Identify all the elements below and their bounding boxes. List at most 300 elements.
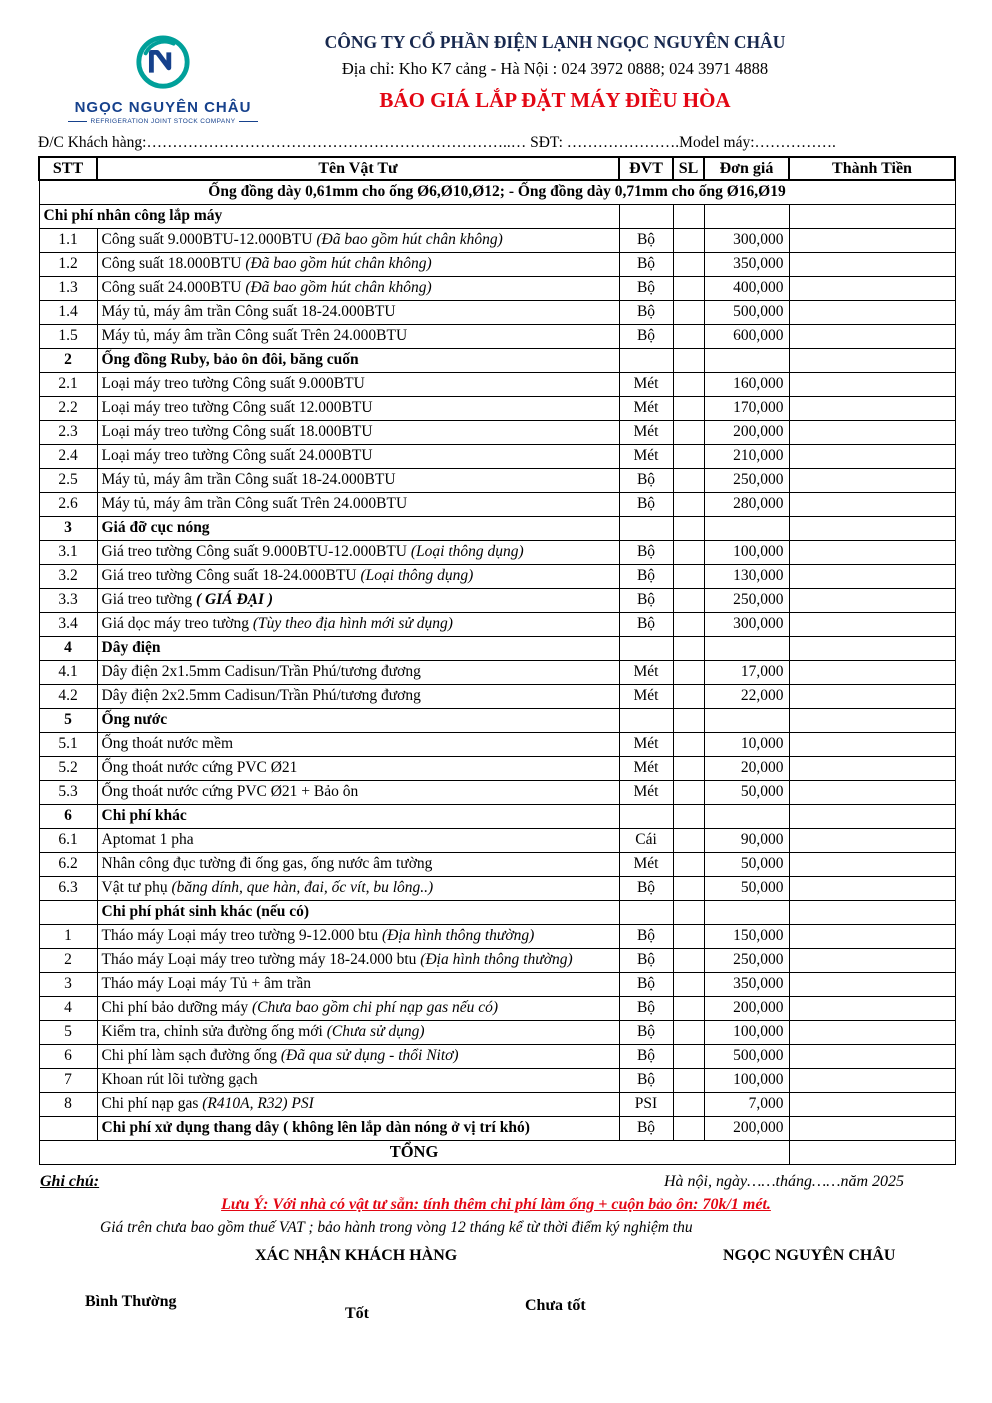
company-logo [68,34,258,125]
unit-cell: Bộ [619,468,673,492]
unit-price-cell: 50,000 [704,852,789,876]
line-total-cell [789,516,955,540]
line-total-cell [789,348,955,372]
qty-cell [673,1092,704,1116]
line-total-cell [789,468,955,492]
stt-cell: 6.2 [39,852,97,876]
item-name-text: Giá dọc máy treo tường [101,614,253,632]
item-name-text: Dây điện 2x1.5mm Cadisun/Trần Phú/tương đương [101,662,421,680]
table-row [39,948,955,972]
item-name [97,756,619,780]
table-row [39,612,955,636]
item-name-text: Tháo máy Loại máy treo tường máy 18-24.000 btu [101,950,421,968]
line-total-cell [789,540,955,564]
item-note-text: (Đã bao gồm hút chân không) [316,230,503,248]
line-total-cell [789,636,955,660]
unit-price-cell [704,348,789,372]
table-row [39,468,955,492]
signature-row [0,1247,992,1271]
item-name-text: Khoan rút lõi tường gạch [101,1070,258,1088]
document-header [0,0,992,128]
unit-price-cell: 17,000 [704,660,789,684]
table-row [39,372,955,396]
qty-cell [673,276,704,300]
line-total-cell [789,948,955,972]
unit-cell: Bộ [619,492,673,516]
item-note-text: (Chưa bao gồm chi phí nạp gas nếu có) [252,998,499,1016]
table-row [39,276,955,300]
stt-cell: 4 [39,636,97,660]
table-row [39,180,955,204]
grand-total-label: TỔNG [39,1140,789,1164]
rating-row [0,1293,992,1333]
item-name [97,372,619,396]
unit-price-cell: 160,000 [704,372,789,396]
item-name-text: Aptomat 1 pha [101,830,194,848]
item-note-text: (Loại thông dụng) [410,542,524,560]
line-total-cell [789,972,955,996]
item-name-text: Máy tủ, máy âm trần Công suất 18-24.000BTU [101,470,396,488]
item-name [97,444,619,468]
table-row [39,708,955,732]
line-total-cell [789,564,955,588]
qty-cell [673,804,704,828]
qty-cell [673,828,704,852]
section-title: Giá đỡ cục nóng [97,516,619,540]
qty-cell [673,852,704,876]
qty-cell [673,420,704,444]
item-name [97,540,619,564]
item-note-text: (Tùy theo địa hình mới sử dụng) [252,614,453,632]
item-name-text: Máy tủ, máy âm trần Công suất Trên 24.000BTU [101,326,408,344]
line-total-cell [789,1044,955,1068]
table-row [39,516,955,540]
unit-price-cell: 350,000 [704,972,789,996]
warning-note: Lưu Ý: Với nhà có vật tư sẵn: tính thêm chi phí làm ống + cuộn bảo ôn: 70k/1 mét. [221,1195,771,1213]
unit-price-cell: 200,000 [704,420,789,444]
unit-price-cell: 200,000 [704,1116,789,1140]
item-name [97,660,619,684]
table-row [39,996,955,1020]
qty-cell [673,612,704,636]
company-signature-label: NGỌC NGUYÊN CHÂU [723,1246,896,1264]
line-total-cell [789,396,955,420]
stt-cell: 1.2 [39,252,97,276]
unit-cell: Mét [619,396,673,420]
qty-cell [673,1020,704,1044]
unit-price-cell: 500,000 [704,300,789,324]
logo-rule-right [239,121,258,122]
unit-price-cell: 280,000 [704,492,789,516]
item-name [97,996,619,1020]
stt-cell: 2.5 [39,468,97,492]
col-header-unit: ĐVT [619,157,673,180]
table-row [39,732,955,756]
copper-pipe-note: Ống đồng dày 0,61mm cho ống Ø6,Ø10,Ø12; - Ống đồng dày 0,71mm cho ống Ø16,Ø19 [39,180,955,204]
item-name [97,1044,619,1068]
logo-monogram-icon [131,34,195,92]
item-note-text: (Chưa sử dụng) [326,1022,425,1040]
stt-cell: 4.2 [39,684,97,708]
section-title: Ống nước [97,708,619,732]
item-name-text: Nhân công đục tường đi ống gas, ống nước âm tường [101,854,433,872]
table-row [39,492,955,516]
table-row [39,420,955,444]
logo-company-name: NGỌC NGUYÊN CHÂU [74,99,252,116]
logo-subtitle-row [68,118,258,125]
table-row [39,1092,955,1116]
company-address: Địa chỉ: Kho K7 cảng - Hà Nội : 024 3972 0888; 024 3971 4888 [341,59,769,78]
qty-cell [673,204,704,228]
qty-cell [673,492,704,516]
col-header-name: Tên Vật Tư [97,157,619,180]
unit-cell: Bộ [619,972,673,996]
line-total-cell [789,420,955,444]
unit-cell: Mét [619,756,673,780]
line-total-cell [789,924,955,948]
table-row [39,1116,955,1140]
unit-cell: Bộ [619,1044,673,1068]
table-row [39,300,955,324]
unit-cell: Bộ [619,252,673,276]
unit-price-cell: 50,000 [704,780,789,804]
unit-price-cell [704,804,789,828]
unit-price-cell: 50,000 [704,876,789,900]
line-total-cell [789,876,955,900]
stt-cell: 1.4 [39,300,97,324]
unit-price-cell [704,516,789,540]
item-name-text: Kiểm tra, chỉnh sửa đường ống mới [101,1022,327,1040]
table-row [39,588,955,612]
table-row [39,444,955,468]
rating-bad-label: Chưa tốt [525,1296,586,1314]
line-total-cell [789,852,955,876]
line-total-cell [789,1068,955,1092]
item-name [97,780,619,804]
col-header-price: Đơn giá [704,157,789,180]
header-center [250,0,860,113]
unit-price-cell [704,900,789,924]
section-title: Dây điện [97,636,619,660]
stt-cell: 3.1 [39,540,97,564]
item-name [97,564,619,588]
item-name [97,588,619,612]
item-name-text: Giá treo tường [101,590,197,608]
item-note-text: (Đã bao gồm hút chân không) [245,278,432,296]
company-name: CÔNG TY CỔ PHẦN ĐIỆN LẠNH NGỌC NGUYÊN CHÂU [324,32,786,52]
stt-cell: 3.4 [39,612,97,636]
unit-cell: Bộ [619,876,673,900]
unit-cell: Bộ [619,300,673,324]
table-row [39,660,955,684]
item-name-text: Công suất 24.000BTU [101,278,246,296]
stt-cell: 1.5 [39,324,97,348]
item-name [97,1020,619,1044]
unit-price-cell [704,204,789,228]
item-name [97,252,619,276]
qty-cell [673,996,704,1020]
item-name [97,828,619,852]
item-name-text: Máy tủ, máy âm trần Công suất 18-24.000BTU [101,302,396,320]
line-total-cell [789,444,955,468]
table-row [39,900,955,924]
qty-cell [673,972,704,996]
unit-cell: Mét [619,372,673,396]
line-total-cell [789,300,955,324]
qty-cell [673,228,704,252]
table-row [39,396,955,420]
item-name [97,972,619,996]
item-name [97,684,619,708]
line-total-cell [789,828,955,852]
unit-price-cell: 300,000 [704,612,789,636]
unit-cell [619,804,673,828]
rating-good-label: Tốt [345,1304,369,1322]
stt-cell [39,900,97,924]
rating-normal-label: Bình Thường [85,1292,177,1310]
logo-subtitle: REFRIGERATION JOINT STOCK COMPANY [90,118,236,125]
table-row [39,1068,955,1092]
item-name [97,876,619,900]
qty-cell [673,324,704,348]
item-name [97,420,619,444]
item-name-text: Loại máy treo tường Công suất 24.000BTU [101,446,373,464]
section-title: Chi phí phát sinh khác (nếu có) [97,900,619,924]
item-name [97,948,619,972]
stt-cell: 2.6 [39,492,97,516]
unit-price-cell: 150,000 [704,924,789,948]
item-note-text: (R410A, R32) PSI [202,1094,314,1112]
stt-cell: 5 [39,1020,97,1044]
logo-rule-left [68,121,87,122]
qty-cell [673,876,704,900]
qty-cell [673,588,704,612]
item-name [97,276,619,300]
table-row [39,828,955,852]
price-table [38,156,956,1165]
qty-cell [673,684,704,708]
unit-cell: Bộ [619,1068,673,1092]
item-name-text: Chi phí bảo dưỡng máy [101,998,252,1016]
line-total-cell [789,684,955,708]
unit-cell: Bộ [619,276,673,300]
unit-cell: Bộ [619,228,673,252]
document-title: BÁO GIÁ LẮP ĐẶT MÁY ĐIỀU HÒA [379,88,731,112]
unit-cell: Mét [619,732,673,756]
unit-price-cell: 210,000 [704,444,789,468]
unit-price-cell: 100,000 [704,1068,789,1092]
item-name [97,468,619,492]
stt-cell: 5.2 [39,756,97,780]
unit-cell: Bộ [619,948,673,972]
unit-cell [619,636,673,660]
qty-cell [673,708,704,732]
item-name-text: Vật tư phụ [101,878,172,896]
qty-cell [673,948,704,972]
qty-cell [673,540,704,564]
item-name-text: Chi phí làm sạch đường ống [101,1046,281,1064]
item-name [97,300,619,324]
unit-price-cell: 130,000 [704,564,789,588]
unit-price-cell: 600,000 [704,324,789,348]
stt-cell: 8 [39,1092,97,1116]
item-name-text: Chi phí nạp gas [101,1094,203,1112]
table-body [39,180,955,1164]
line-total-cell [789,756,955,780]
unit-price-cell: 90,000 [704,828,789,852]
unit-price-cell: 400,000 [704,276,789,300]
col-header-qty: SL [673,157,704,180]
qty-cell [673,1116,704,1140]
line-total-cell [789,804,955,828]
qty-cell [673,300,704,324]
stt-cell: 1.3 [39,276,97,300]
unit-cell [619,900,673,924]
stt-cell: 4.1 [39,660,97,684]
stt-cell: 2 [39,348,97,372]
table-row [39,204,955,228]
item-name [97,852,619,876]
line-total-cell [789,996,955,1020]
stt-cell: 6.3 [39,876,97,900]
unit-price-cell: 300,000 [704,228,789,252]
item-name-text: Ống thoát nước cứng PVC Ø21 [101,758,298,776]
item-name-text: Công suất 9.000BTU-12.000BTU [101,230,317,248]
qty-cell [673,924,704,948]
line-total-cell [789,708,955,732]
line-total-cell [789,732,955,756]
qty-cell [673,780,704,804]
unit-cell [619,348,673,372]
stt-cell: 2.4 [39,444,97,468]
qty-cell [673,564,704,588]
unit-cell: PSI [619,1092,673,1116]
item-name-text: Dây điện 2x2.5mm Cadisun/Trần Phú/tương đương [101,686,421,704]
unit-price-cell: 10,000 [704,732,789,756]
unit-price-cell: 500,000 [704,1044,789,1068]
unit-price-cell [704,636,789,660]
unit-price-cell: 350,000 [704,252,789,276]
stt-cell: 5.1 [39,732,97,756]
stt-cell: 1 [39,924,97,948]
table-header [39,157,955,180]
item-name-text: Ống thoát nước mềm [101,734,234,752]
unit-cell: Bộ [619,588,673,612]
table-row [39,348,955,372]
qty-cell [673,252,704,276]
line-total-cell [789,900,955,924]
stt-cell: 6.1 [39,828,97,852]
item-note-text: (Đã qua sử dụng - thổi Nitơ) [280,1046,459,1064]
item-name-text: Loại máy treo tường Công suất 9.000BTU [101,374,365,392]
item-name [97,1068,619,1092]
table-row [39,684,955,708]
item-note-text: (Địa hình thông thường) [381,926,535,944]
notes-label: Ghi chú: [40,1172,100,1190]
unit-cell: Bộ [619,564,673,588]
item-name-text: Loại máy treo tường Công suất 18.000BTU [101,422,373,440]
item-name [97,324,619,348]
unit-price-cell: 100,000 [704,540,789,564]
unit-cell: Mét [619,684,673,708]
stt-cell: 2.1 [39,372,97,396]
item-name-text: Loại máy treo tường Công suất 12.000BTU [101,398,373,416]
stt-cell [39,1116,97,1140]
col-header-stt: STT [39,157,97,180]
stt-cell: 6 [39,804,97,828]
item-name-text: Ống thoát nước cứng PVC Ø21 + Bảo ôn [101,782,359,800]
item-name [97,1092,619,1116]
qty-cell [673,660,704,684]
qty-cell [673,348,704,372]
unit-price-cell: 250,000 [704,948,789,972]
line-total-cell [789,1092,955,1116]
qty-cell [673,468,704,492]
table-row [39,1020,955,1044]
item-name [97,732,619,756]
unit-price-cell: 250,000 [704,468,789,492]
qty-cell [673,372,704,396]
table-row [39,1140,955,1164]
item-note-text: (băng dính, que hàn, đai, ốc vít, bu lông..) [171,878,434,896]
line-total-cell [789,204,955,228]
line-total-cell [789,612,955,636]
qty-cell [673,516,704,540]
stt-cell: 3 [39,972,97,996]
line-total-cell [789,492,955,516]
unit-price-cell: 20,000 [704,756,789,780]
item-name [97,492,619,516]
line-total-cell [789,588,955,612]
stt-cell: 2.2 [39,396,97,420]
table-row [39,876,955,900]
item-name-text: Máy tủ, máy âm trần Công suất Trên 24.000BTU [101,494,408,512]
unit-price-cell: 200,000 [704,996,789,1020]
unit-cell: Bộ [619,924,673,948]
line-total-cell [789,276,955,300]
table-row [39,780,955,804]
stt-cell: 3.2 [39,564,97,588]
qty-cell [673,444,704,468]
unit-cell: Mét [619,660,673,684]
unit-cell: Mét [619,444,673,468]
item-name-text: Tháo máy Loại máy treo tường 9-12.000 btu [101,926,382,944]
grand-total-cell [789,1140,955,1164]
item-note-text: ( GIÁ ĐẠI ) [196,590,274,608]
unit-cell [619,708,673,732]
table-row [39,564,955,588]
section-title: Chi phí khác [97,804,619,828]
date-line: Hà nội, ngày……tháng……năm 2025 [663,1172,904,1190]
table-row [39,804,955,828]
unit-price-cell: 250,000 [704,588,789,612]
table-row [39,252,955,276]
footer-line-1 [40,1173,952,1191]
stt-cell: 4 [39,996,97,1020]
unit-price-cell [704,708,789,732]
item-name-text: Công suất 18.000BTU [101,254,246,272]
col-header-total: Thành Tiền [789,157,955,180]
stt-cell: 2 [39,948,97,972]
qty-cell [673,1068,704,1092]
unit-cell: Bộ [619,996,673,1020]
vat-note: Giá trên chưa bao gồm thuế VAT ; bảo hành trong vòng 12 tháng kể từ thời điểm ký nghiệm thu [100,1218,693,1236]
item-name-text: Tháo máy Loại máy Tủ + âm trần [101,974,311,992]
qty-cell [673,636,704,660]
unit-cell: Bộ [619,540,673,564]
unit-price-cell: 7,000 [704,1092,789,1116]
unit-cell: Bộ [619,1116,673,1140]
